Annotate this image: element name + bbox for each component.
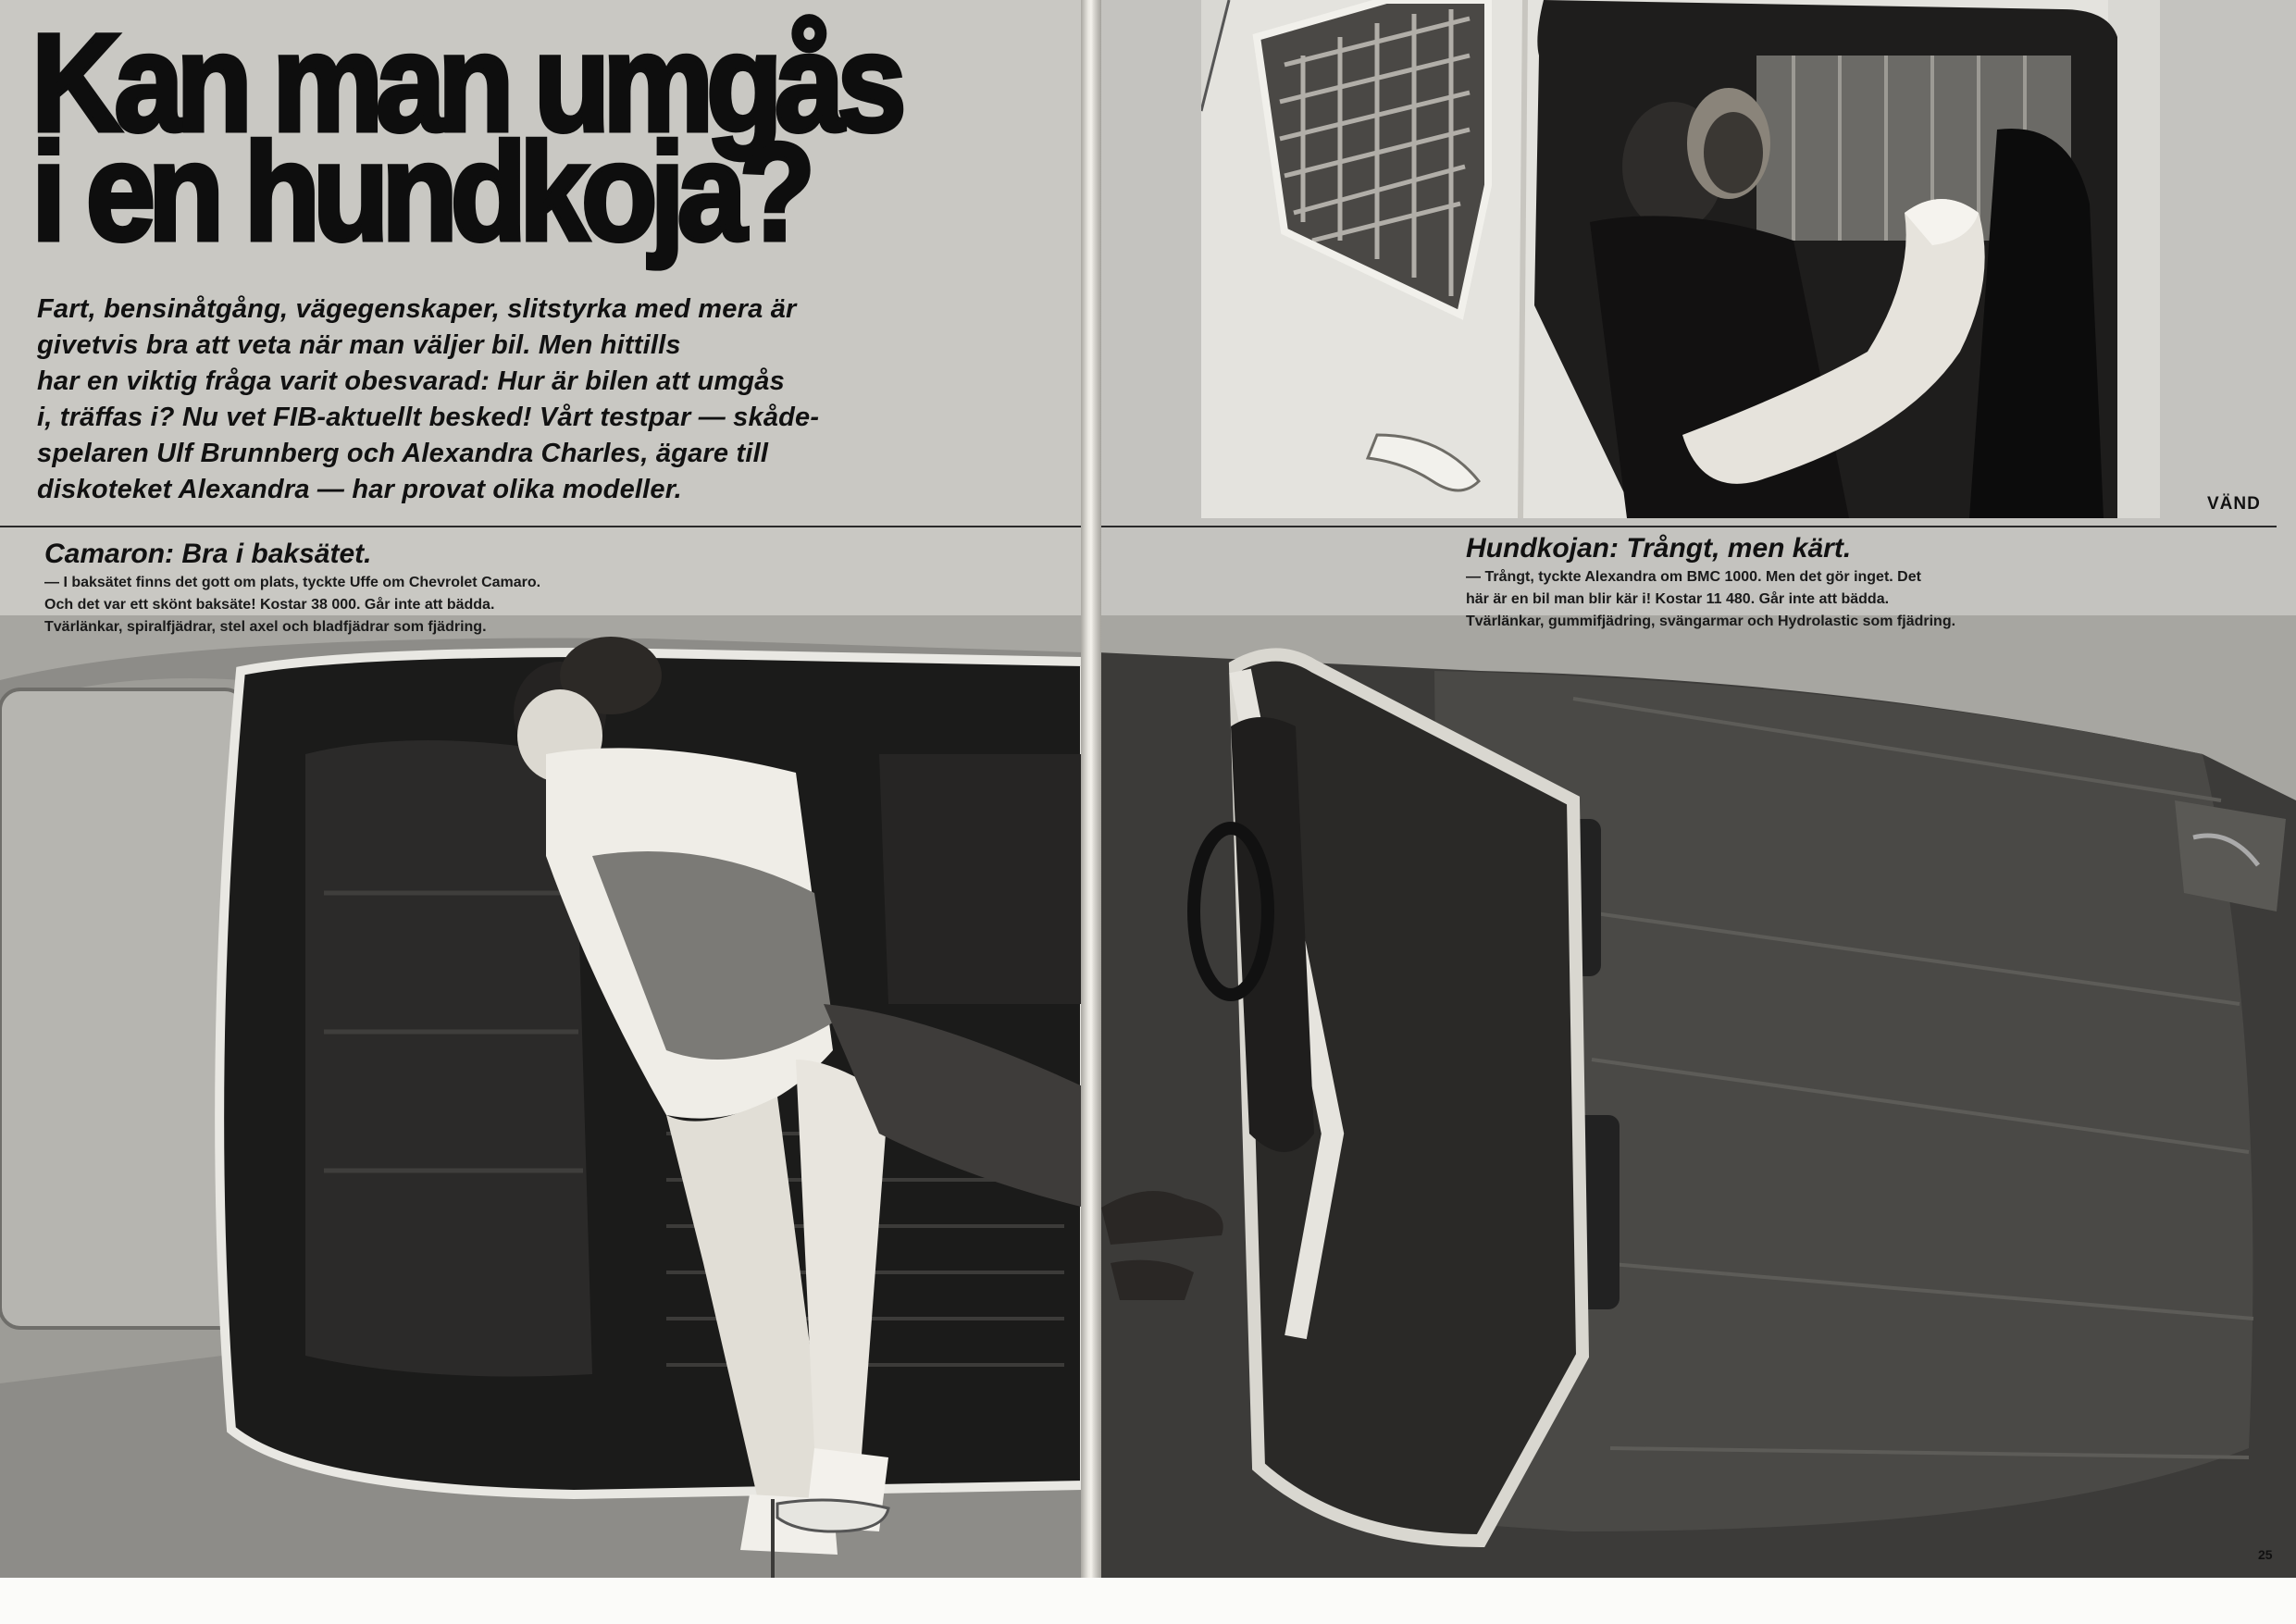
lead-line: spelaren Ulf Brunnberg och Alexandra Charles, ägare till <box>37 439 769 468</box>
camaro-caption-line: Och det var ett skönt baksäte! Kostar 38 000. Går inte att bädda. <box>44 597 495 613</box>
scan-margin <box>0 1578 2296 1624</box>
camaro-caption-line: — I baksätet finns det gott om plats, tyckte Uffe om Chevrolet Camaro. <box>44 575 541 590</box>
section-rule-left <box>0 526 1081 527</box>
hundkojan-caption-line: Tvärlänkar, gummifjädring, svängarmar och Hydrolastic som fjädring. <box>1466 614 1956 629</box>
lead-paragraph <box>37 291 1018 508</box>
hundkojan-caption-line: — Trångt, tyckte Alexandra om BMC 1000. Men det gör inget. Det <box>1466 569 1921 585</box>
car-interior-photo <box>1201 0 2160 518</box>
headline-line-1: Kan man umgås <box>31 5 900 160</box>
headline-line-2: i en hundkoja? <box>31 114 809 269</box>
hundkojan-caption-line: här är en bil man blir kär i! Kostar 11 480. Går inte att bädda. <box>1466 591 1890 607</box>
headline <box>31 5 900 269</box>
page-gutter <box>1081 0 1101 1578</box>
cars-from-above-photo <box>0 615 2296 1578</box>
section-rule-right <box>1101 526 2277 527</box>
lead-line: Fart, bensinåtgång, vägegenskaper, slitstyrka med mera är <box>37 294 797 324</box>
hundkojan-caption-body <box>1466 566 1955 633</box>
lead-line: diskoteket Alexandra — har provat olika modeller. <box>37 475 682 504</box>
hundkojan-caption-title: Hundkojan: Trångt, men kärt. <box>1466 533 1852 564</box>
turn-page-label: VÄND <box>2207 494 2261 514</box>
camaro-caption-title: Camaron: Bra i baksätet. <box>44 539 372 569</box>
lead-line: givetvis bra att veta när man väljer bil. Men hittills <box>37 330 681 360</box>
lead-line: i, träffas i? Nu vet FIB-aktuellt besked! Vårt testpar — skåde- <box>37 403 820 432</box>
camaro-caption-line: Tvärlänkar, spiralfjädrar, stel axel och bladfjädrar som fjädring. <box>44 619 487 635</box>
page-number: 25 <box>2258 1547 2273 1562</box>
lead-line: har en viktig fråga varit obesvarad: Hur är bilen att umgås <box>37 366 785 396</box>
camaro-caption-body <box>44 572 540 638</box>
